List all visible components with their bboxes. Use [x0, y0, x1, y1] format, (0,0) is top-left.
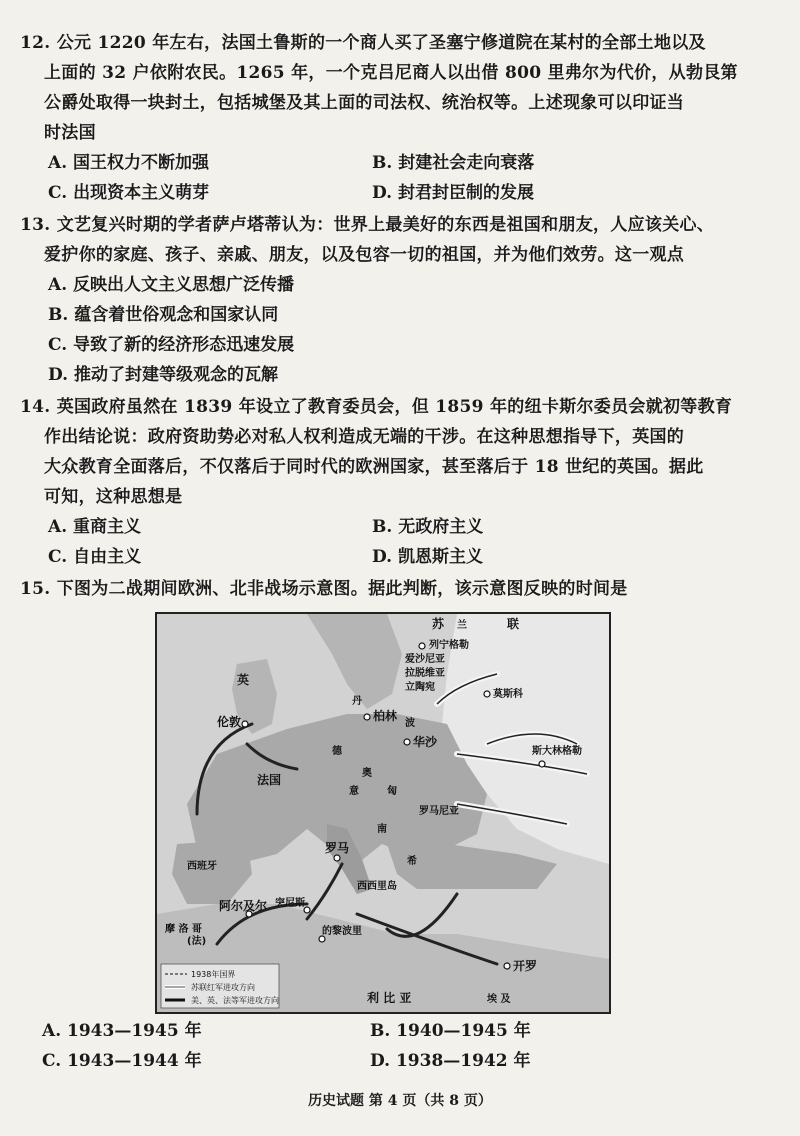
q12-line-3: 公爵处取得一块封土，包括城堡及其上面的司法权、统治权等。上述现象可以印证当: [44, 93, 685, 113]
legend-soviet-label: 苏联红军进攻方向: [191, 983, 255, 992]
ww2-europe-north-africa-map: [155, 612, 611, 1014]
question-12-stem: [20, 28, 780, 148]
map-label-austria: 奥: [362, 768, 372, 779]
q14-option-b[interactable]: B. 无政府主义: [372, 517, 484, 537]
map-label-lian: 联: [507, 617, 520, 631]
q14-option-d[interactable]: D. 凯恩斯主义: [372, 547, 483, 567]
q15-option-a[interactable]: A. 1943—1945 年: [42, 1021, 202, 1041]
q12-line-1: 12. 公元 1220 年左右，法国土鲁斯的一个商人买了圣塞宁修道院在某村的全部土地以及: [20, 33, 706, 53]
q13-option-d[interactable]: D. 推动了封建等级观念的瓦解: [48, 365, 278, 385]
map-label-france: 法国: [257, 773, 282, 787]
map-label-estonia: 爱沙尼亚: [405, 654, 445, 665]
q15-option-b[interactable]: B. 1940—1945 年: [370, 1021, 531, 1041]
map-label-libya: 利 比 亚: [367, 991, 412, 1005]
q13-option-a[interactable]: A. 反映出人文主义思想广泛传播: [48, 275, 295, 295]
city-dot-cairo: [504, 963, 510, 969]
city-dot-rome: [334, 855, 340, 861]
map-label-naples-or-tunis: 突尼斯: [275, 898, 305, 909]
map-label-spain: 西班牙: [187, 861, 217, 872]
legend-border-label: 1938年国界: [191, 970, 236, 979]
map-label-hungary: 匈: [387, 786, 397, 797]
map-label-denmark: 丹: [352, 696, 362, 707]
map-label-fa-1: (法): [187, 936, 207, 947]
q14-line-4: 可知，这种思想是: [44, 487, 183, 507]
map-label-sicily: 西西里岛: [357, 881, 397, 892]
q12-option-d[interactable]: D. 封君封臣制的发展: [372, 183, 534, 203]
map-label-tripoli: 的黎波里: [322, 926, 362, 937]
city-dot-leningrad: [419, 643, 425, 649]
q15-line-1: 15. 下图为二战期间欧洲、北非战场示意图。据此判断，该示意图反映的时间是: [20, 579, 628, 599]
map-label-yugoslavia-nan: 南: [377, 824, 387, 835]
question-14-stem: [20, 392, 780, 512]
q14-line-1: 14. 英国政府虽然在 1839 年设立了教育委员会，但 1859 年的纽卡斯尔委员会就初等教育: [20, 397, 733, 417]
page-footer: 历史试题 第 4 页（共 8 页）: [308, 1093, 492, 1109]
city-dot-warsaw: [404, 739, 410, 745]
map-label-greece: 希: [407, 856, 417, 867]
city-dot-moscow: [484, 691, 490, 697]
map-label-lan: 兰: [457, 620, 467, 631]
map-label-morocco: 摩 洛 哥: [165, 924, 202, 935]
map-svg: [157, 614, 609, 1012]
map-legend: [161, 964, 279, 1008]
q13-option-c[interactable]: C. 导致了新的经济形态迅速发展: [48, 335, 295, 355]
map-label-london: 伦敦: [217, 715, 242, 729]
map-label-egypt: 埃 及: [487, 994, 511, 1005]
q15-option-c[interactable]: C. 1943—1944 年: [42, 1051, 202, 1071]
question-13-stem: [20, 210, 780, 270]
map-label-algiers: 阿尔及尔: [219, 899, 268, 913]
map-label-poland: 波: [405, 718, 415, 729]
map-label-germany: 德: [332, 746, 342, 757]
map-label-su: 苏: [432, 617, 445, 631]
q13-option-b[interactable]: B. 蕴含着世俗观念和国家认同: [48, 305, 279, 325]
map-label-cairo: 开罗: [513, 959, 538, 973]
q12-option-b[interactable]: B. 封建社会走向衰落: [372, 153, 535, 173]
q12-option-c[interactable]: C. 出现资本主义萌芽: [48, 183, 210, 203]
q15-option-d[interactable]: D. 1938—1942 年: [370, 1051, 531, 1071]
map-label-italy: 意: [349, 786, 359, 797]
map-label-romania: 罗马尼亚: [419, 806, 459, 817]
q13-line-1: 13. 文艺复兴时期的学者萨卢塔蒂认为：世界上最美好的东西是祖国和朋友，人应该关心、: [20, 215, 715, 235]
legend-allies-label: 美、英、法等军进攻方向: [191, 996, 279, 1005]
q14-line-3: 大众教育全面落后，不仅落后于同时代的欧洲国家，甚至落后于 18 世纪的英国。据此: [44, 457, 704, 477]
map-label-latvia: 拉脱维亚: [405, 668, 445, 679]
q12-line-4: 时法国: [44, 123, 96, 143]
city-dot-london: [242, 721, 248, 727]
q14-option-c[interactable]: C. 自由主义: [48, 547, 142, 567]
map-label-stalingrad: 斯大林格勒: [532, 746, 582, 757]
question-15-stem: [20, 574, 780, 604]
q13-line-2: 爱护你的家庭、孩子、亲戚、朋友，以及包容一切的祖国，并为他们效劳。这一观点: [44, 245, 685, 265]
map-label-lithuania: 立陶宛: [405, 682, 435, 693]
map-label-moscow: 莫斯科: [493, 689, 523, 700]
map-label-warsaw: 华沙: [413, 735, 438, 749]
city-dot-stalingrad: [539, 761, 545, 767]
map-label-leningrad: 列宁格勒: [429, 640, 469, 651]
q14-option-a[interactable]: A. 重商主义: [48, 517, 142, 537]
map-label-britain: 英: [237, 673, 250, 687]
map-label-berlin: 柏林: [373, 709, 398, 723]
q12-option-a[interactable]: A. 国王权力不断加强: [48, 153, 210, 173]
q14-line-2: 作出结论说：政府资助势必对私人权利造成无端的干涉。在这种思想指导下，英国的: [44, 427, 685, 447]
q12-line-2: 上面的 32 户依附农民。1265 年，一个克吕尼商人以出借 800 里弗尔为代价，从勃艮第: [44, 63, 738, 83]
city-dot-berlin: [364, 714, 370, 720]
map-label-rome: 罗马: [325, 841, 350, 855]
